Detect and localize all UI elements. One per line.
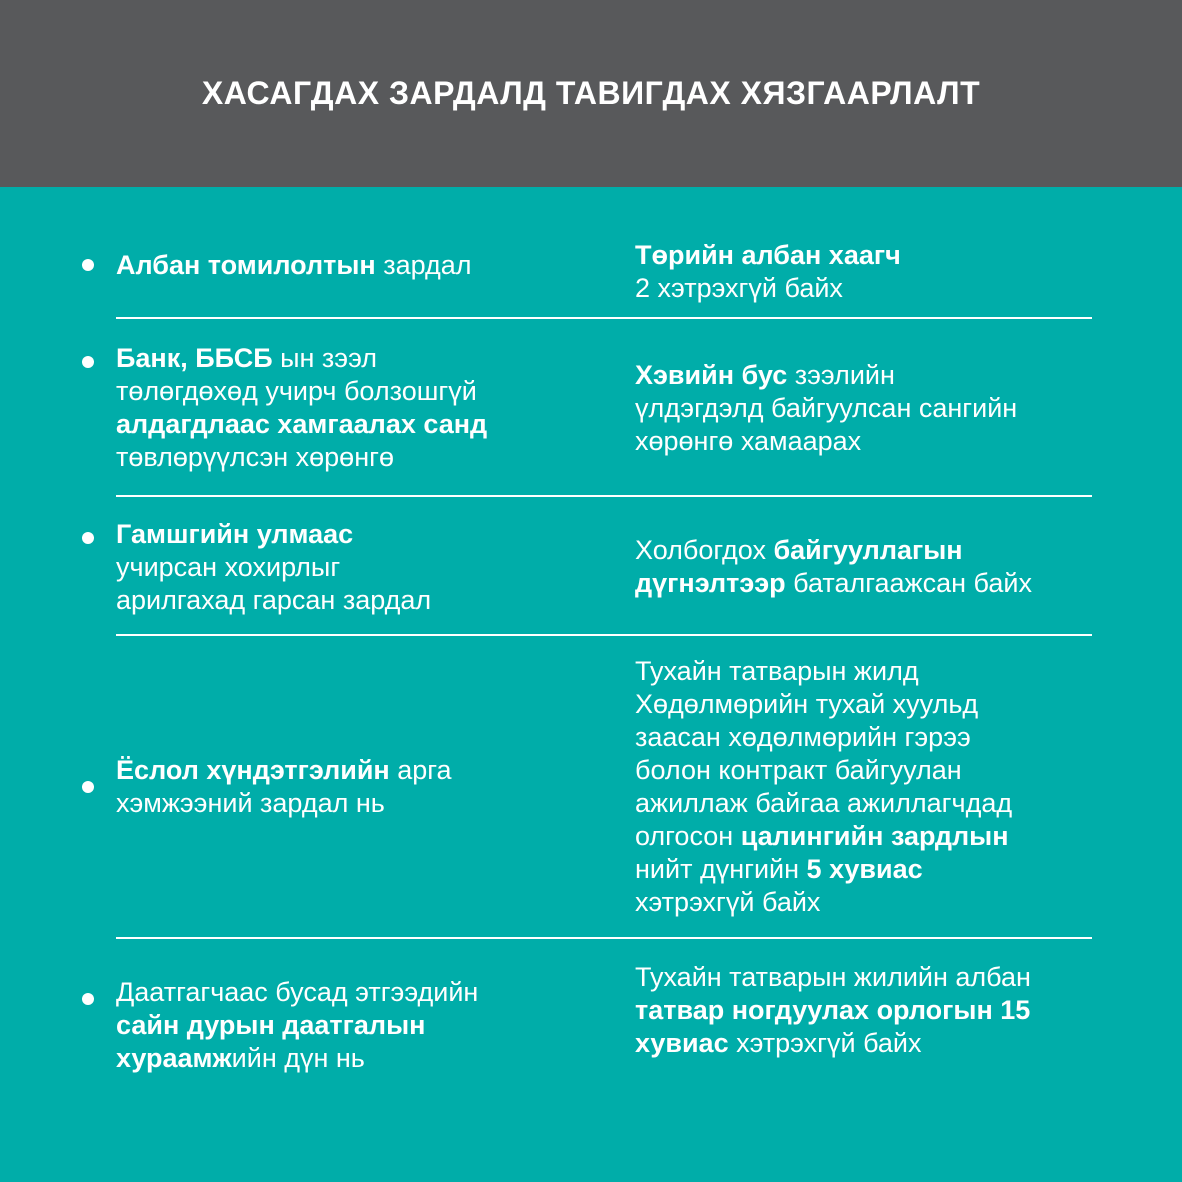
table-row — [0, 938, 1182, 1092]
bold-text: байгууллагын — [773, 535, 963, 565]
text: учирсан хохирлыг — [116, 551, 341, 582]
text: хэтрэхгүй байх — [635, 886, 821, 917]
bold-text: цалингийн зардлын — [740, 820, 1009, 851]
text: 2 хэтрэхгүй байх — [635, 273, 843, 303]
text: баталгаажсан байх — [785, 568, 1032, 598]
text: төвлөрүүлсэн хөрөнгө — [116, 442, 394, 472]
bold-text: татвар ногдуулах орлогын 15 — [635, 994, 1031, 1025]
text: зардал — [375, 249, 472, 280]
row-limit — [635, 516, 1105, 618]
text: олгосон — [635, 820, 741, 851]
row-condition — [116, 226, 586, 304]
row-limit — [635, 226, 1105, 318]
text: төлөгдөхөд учирч болзошгүй — [116, 376, 477, 406]
text: Тухайн татварын жилийн албан — [635, 961, 1031, 992]
text: арилгахад гарсан зардал — [116, 584, 432, 615]
restrictions-table — [0, 187, 1182, 1182]
text: болон контракт байгуулан — [635, 754, 962, 785]
bold-text: Албан томилолтын — [116, 249, 376, 280]
bold-text: хувиас — [635, 1027, 729, 1058]
bold-text: Банк, ББСБ — [116, 343, 273, 373]
bold-text: Хэвийн бус — [635, 359, 788, 390]
text: заасан хөдөлмөрийн гэрээ — [635, 721, 971, 752]
row-condition — [116, 958, 586, 1092]
text: арга — [389, 754, 452, 785]
row-limit — [635, 635, 1105, 938]
bullet-icon — [82, 781, 94, 793]
text: хэтрэхгүй байх — [728, 1027, 922, 1058]
bold-text: Гамшгийн улмаас — [116, 518, 354, 549]
text: Хөдөлмөрийн тухай хуульд — [635, 688, 979, 719]
text: үлдэгдэлд байгуулсан сангийн — [635, 392, 1018, 423]
row-limit — [635, 340, 1105, 476]
row-condition — [116, 516, 586, 618]
bullet-icon — [82, 993, 94, 1005]
page-title: ХАСАГДАХ ЗАРДАЛД ТАВИГДАХ ХЯЗГААРЛАЛТ — [201, 75, 981, 111]
bullet-icon — [82, 259, 94, 271]
bold-text: Ёслол хүндэтгэлийн — [116, 754, 390, 785]
table-row — [0, 318, 1182, 496]
header-banner — [0, 0, 1182, 187]
row-limit — [635, 958, 1105, 1062]
text: ийн дүн нь — [231, 1042, 365, 1073]
text: Даатгагчаас бусад этгээдийн — [116, 976, 479, 1007]
bullet-icon — [82, 356, 94, 368]
text: хэмжээний зардал нь — [116, 787, 385, 818]
text: нийт дүнгийн — [635, 853, 807, 884]
text: хөрөнгө хамаарах — [635, 425, 862, 456]
table-row — [0, 635, 1182, 938]
row-condition — [116, 340, 586, 476]
row-condition — [116, 635, 586, 938]
text: ажиллаж байгаа ажиллагчдад — [635, 787, 1013, 818]
text: зээлийн — [787, 359, 895, 390]
bold-text: Төрийн албан хаагч — [635, 240, 901, 270]
text: ын зээл — [272, 343, 378, 373]
bullet-icon — [82, 532, 94, 544]
text: Холбогдох — [635, 535, 774, 565]
bold-text: 5 хувиас — [806, 853, 923, 884]
bold-text: хураамж — [116, 1042, 232, 1073]
bold-text: дүгнэлтээр — [635, 568, 786, 598]
bold-text: сайн дурын даатгалын — [116, 1009, 426, 1040]
table-row — [0, 226, 1182, 318]
table-row — [0, 496, 1182, 635]
text: Тухайн татварын жилд — [635, 655, 919, 686]
bold-text: алдагдлаас хамгаалах санд — [116, 409, 488, 439]
